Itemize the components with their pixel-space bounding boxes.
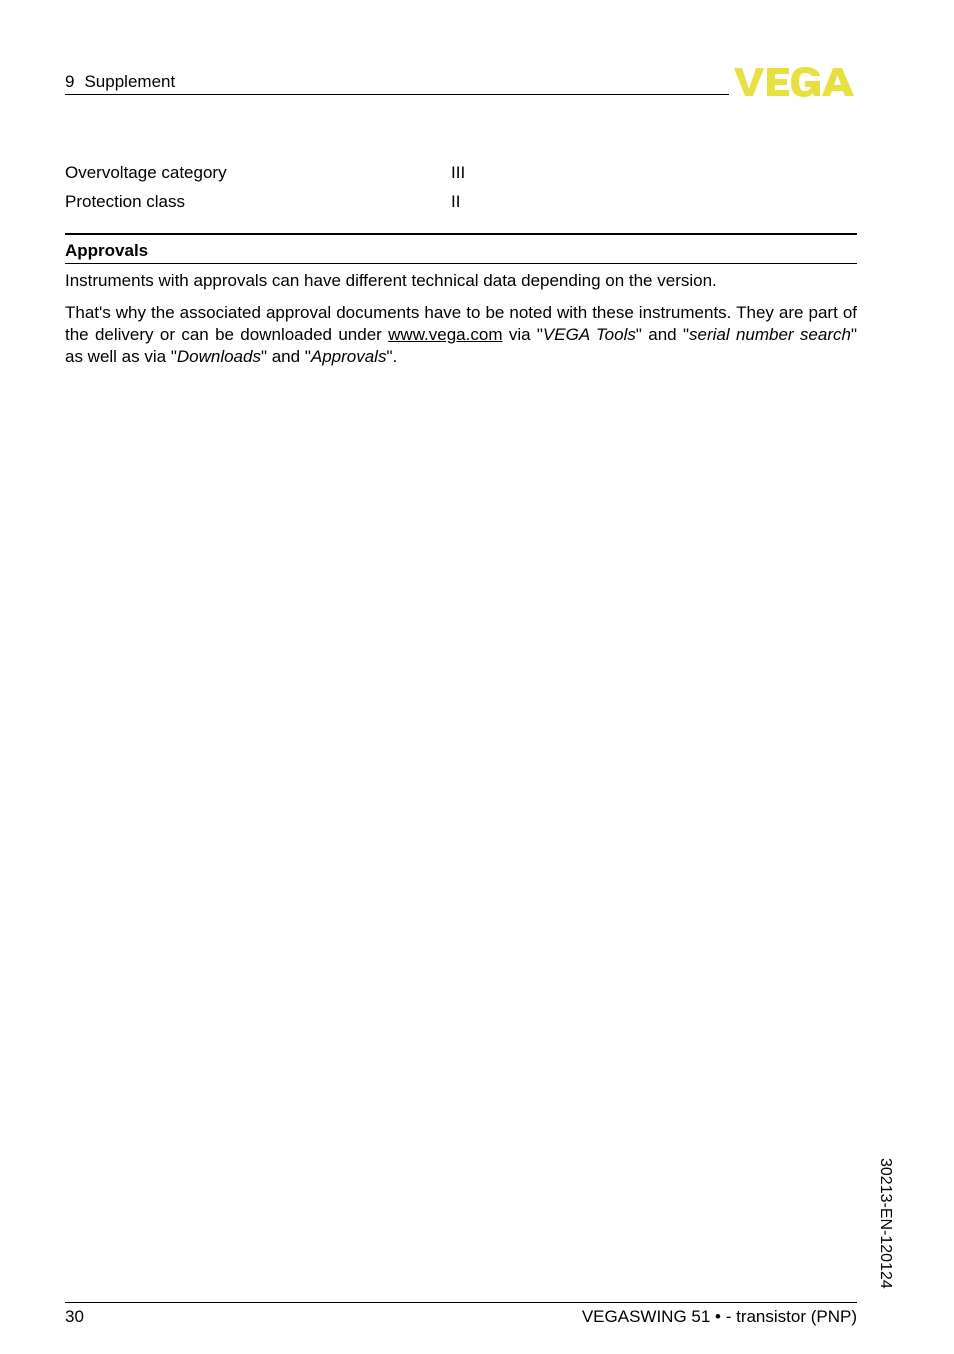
- section-title: Supplement: [84, 72, 176, 91]
- section-header: [65, 72, 175, 92]
- emphasis-vega-tools: VEGA Tools: [542, 325, 636, 344]
- document-code: 30213-EN-120124: [877, 1158, 894, 1289]
- header-rule: [65, 94, 729, 95]
- text-run: via ": [502, 325, 543, 344]
- footer-doc-title: VEGASWING 51 • - transistor (PNP): [581, 1307, 857, 1326]
- vega-website-link[interactable]: www.vega.com: [388, 325, 503, 344]
- footer-rule: [65, 1302, 857, 1303]
- text-run: ".: [386, 347, 398, 366]
- text-run: " and ": [260, 347, 311, 366]
- spec-row-overvoltage: [65, 163, 466, 183]
- section-rule: [65, 233, 857, 235]
- approvals-paragraph-2: [65, 302, 857, 368]
- spec-row-protection-class: [65, 192, 461, 212]
- approvals-heading: Approvals: [65, 241, 149, 260]
- text-run: " and ": [635, 325, 689, 344]
- emphasis-downloads: Downloads: [176, 347, 261, 366]
- spec-value: II: [451, 192, 461, 211]
- text-run: " as well as via ": [65, 325, 857, 366]
- text-run: That's why the associated approval documents have to be noted with these instruments. They are part of the delivery or can be downloaded under: [65, 303, 857, 344]
- emphasis-approvals: Approvals: [310, 347, 387, 366]
- page-number: 30: [65, 1307, 84, 1326]
- emphasis-serial-search: serial number search: [688, 325, 851, 344]
- approvals-paragraph-1: Instruments with approvals can have different technical data depending on the version.: [65, 271, 717, 290]
- heading-underline: [65, 263, 857, 264]
- vega-logo: [734, 66, 858, 98]
- spec-label: Protection class: [65, 192, 185, 211]
- spec-value: III: [451, 163, 466, 182]
- spec-label: Overvoltage category: [65, 163, 227, 182]
- section-number: 9: [65, 72, 75, 91]
